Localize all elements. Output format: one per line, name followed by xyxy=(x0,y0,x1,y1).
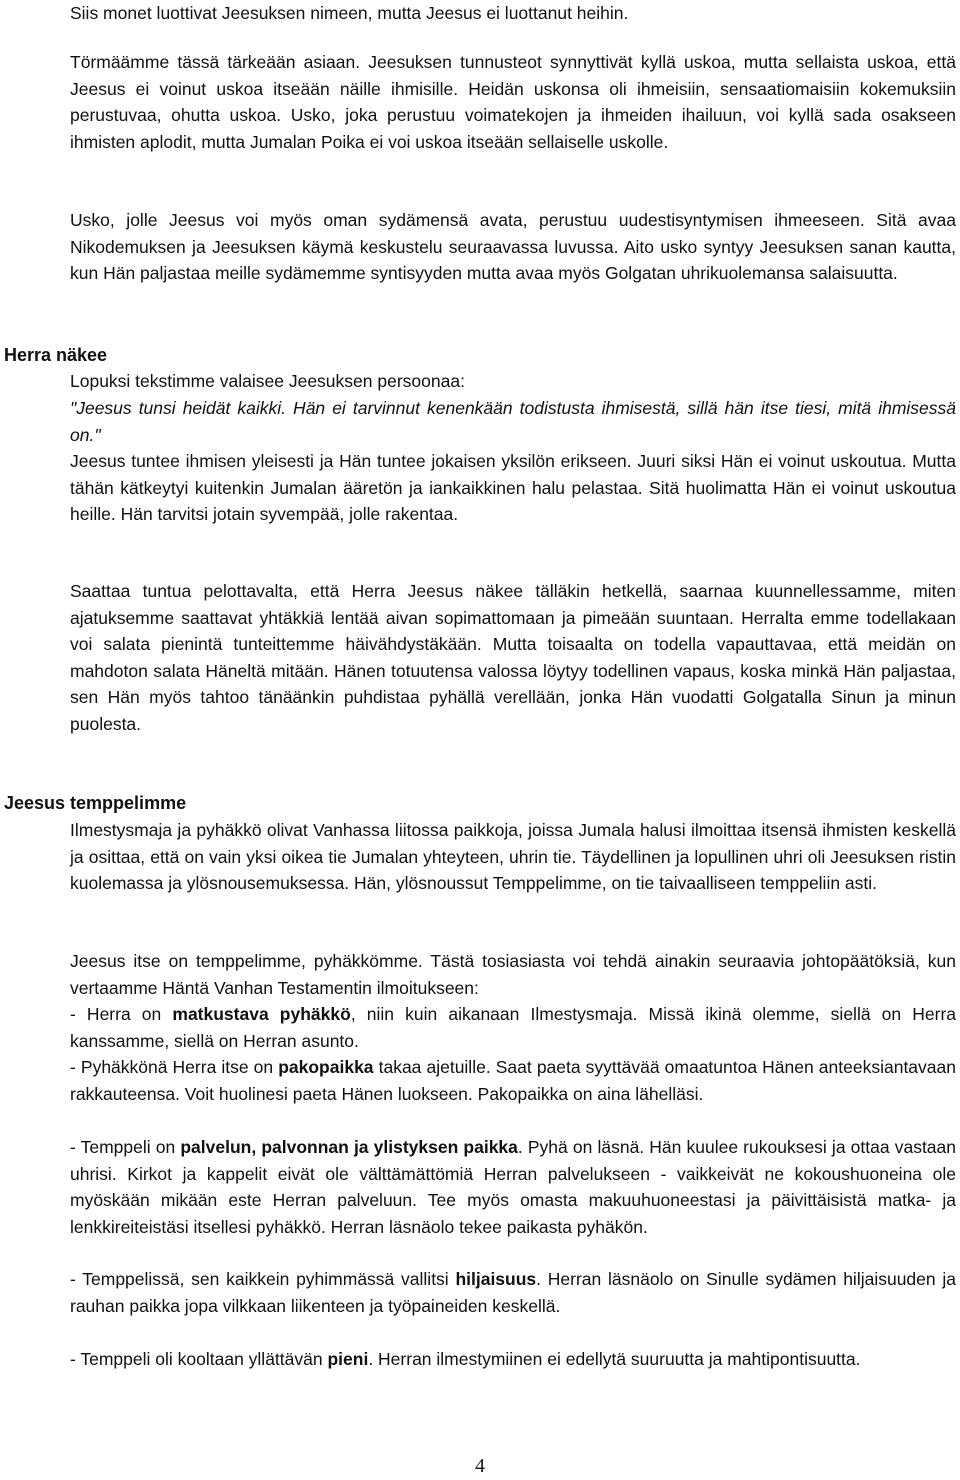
list-item-emphasis: pakopaikka xyxy=(278,1057,374,1077)
list-item-emphasis: hiljaisuus xyxy=(455,1269,537,1289)
section-heading-jeesus-temppelimme: Jeesus temppelimme xyxy=(4,793,187,813)
list-item-text: . Herran läsnäolo on Sinulle sydämen hiljaisuuden ja rauhan paikka jopa vilkkaan liikenteen ja työpaineiden keskellä. xyxy=(70,1269,956,1316)
paragraph-2: Törmäämme tässä tärkeään asiaan. Jeesuksen tunnusteot synnyttivät kyllä uskoa, mutta sellaista uskoa, että Jeesus ei voinut uskoa itseään näille ihmisille. Heidän uskonsa oli ihmeisiin, sensaatiomaisiin kokemuksiin perustuvaa, ohutta uskoa. Usko, joka perustuu voimatekojen ja ihmeiden ihailuun, voi kyllä sada osakseen ihmisten aplodit, mutta Jumalan Poika ei voi uskoa itseään sellaiselle uskolle. xyxy=(70,52,956,152)
list-item-text: - Temppeli oli kooltaan yllättävän xyxy=(70,1349,328,1369)
list-item-pieni xyxy=(70,1346,956,1373)
list-item-text: . Pyhä on läsnä. Hän kuulee rukouksesi ja ottaa vastaan uhrisi. Kirkot ja kappelit eivät ole välttämättömiä Herran palvelukseen - vaikkeivät ne kokoushuoneina ole myöskään mikään este Herran palveluun. Tee myös omasta makuuhuoneestasi ja päivittäisistä matka- ja lenkkireiteistäsi itsellesi pyhäkkö. Herran läsnäolo tekee paikasta pyhäkön. xyxy=(70,1137,956,1237)
list-item-text: , niin kuin aikanaan Ilmestysmaja. Missä ikinä olemme, siellä on Herra kanssamme, siellä on Herran asunto. xyxy=(70,1004,957,1051)
page-number: 4 xyxy=(475,1455,485,1477)
paragraph-4: Lopuksi tekstimme valaisee Jeesuksen persoonaa: xyxy=(70,371,465,391)
paragraph-7: Ilmestysmaja ja pyhäkkö olivat Vanhassa liitossa paikkoja, joissa Jumala halusi ilmoittaa itsensä ihmisten keskellä ja osittaa, että on vain yksi oikea tie Jumalan yhteyteen, uhrin tie. Täydellinen ja lopullinen uhri oli Jeesuksen ristin kuolemassa ja ylösnousemuksessa. Hän, ylösnoussut Temppelimme, on tie taivaalliseen temppeliin asti. xyxy=(70,820,956,893)
paragraph-5: Jeesus tuntee ihmisen yleisesti ja Hän tuntee jokaisen yksilön erikseen. Juuri siksi Hän ei voinut uskoutua. Mutta tähän kätkeytyi kuitenkin Jumalan ääretön ja iankaikkinen halu pelastaa. Sitä huolimatta Hän ei voinut uskoutua heille. Hän tarvitsi jotain syvempää, jolle rakentaa. xyxy=(70,451,956,524)
list-item-palvelun-paikka xyxy=(70,1134,956,1240)
list-item-text: - Pyhäkkönä Herra itse on xyxy=(70,1057,279,1077)
paragraph-1: Siis monet luottivat Jeesuksen nimeen, mutta Jeesus ei luottanut heihin. xyxy=(70,3,629,23)
list-item-pakopaikka xyxy=(70,1054,956,1107)
list-item-emphasis: matkustava pyhäkkö xyxy=(172,1004,351,1024)
list-item-emphasis: palvelun, palvonnan ja ylistyksen paikka xyxy=(180,1137,518,1157)
paragraph-3: Usko, jolle Jeesus voi myös oman sydämensä avata, perustuu uudestisyntymisen ihmeeseen. Sitä avaa Nikodemuksen ja Jeesuksen käymä keskustelu seuraavassa luvussa. Aito usko syntyy Jeesuksen sanan kautta, kun Hän paljastaa meille sydämemme syntisyyden mutta avaa myös Golgatan uhrikuolemansa salaisuutta. xyxy=(70,210,956,283)
list-item-hiljaisuus xyxy=(70,1266,956,1319)
list-item-text: takaa ajetuille. Saat paeta syyttävää omaatuntoa Hänen anteeksiantavaan rakkauteensa. Voit huolinesi paeta Hänen luokseen. Pakopaikka on aina lähelläsi. xyxy=(70,1057,956,1104)
list-item-text: - Temppeli on xyxy=(70,1137,181,1157)
list-item-text: - Temppelissä, sen kaikkein pyhimmässä vallitsi xyxy=(70,1269,456,1289)
paragraph-8: Jeesus itse on temppelimme, pyhäkkömme. Tästä tosiasiasta voi tehdä ainakin seuraavia johtopäätöksiä, kun vertaamme Häntä Vanhan Testamentin ilmoitukseen: xyxy=(70,951,956,998)
paragraph-6: Saattaa tuntua pelottavalta, että Herra Jeesus näkee tälläkin hetkellä, saarnaa kuunnellessamme, miten ajatuksemme saattavat yhtäkkiä lentää aivan sopimattomaan ja pimeään suuntaan. Herralta emme todellakaan voi salata pienintä tunteittemme häivähdystäkään. Mutta toisaalta on todella vapauttavaa, että meidän on mahdoton salata Häneltä mitään. Hänen totuutensa valossa löytyy todellinen vapaus, koska minkä Hän paljastaa, sen Hän myös tahtoo tänäänkin puhdistaa pyhällä verellään, jonka Hän vuodatti Golgatalla Sinun ja minun puolesta. xyxy=(70,581,956,734)
list-item-text: . Herran ilmestymiinen ei edellytä suuruutta ja mahtipontisuutta. xyxy=(368,1349,861,1369)
bible-quote: "Jeesus tunsi heidät kaikki. Hän ei tarvinnut kenenkään todistusta ihmisestä, sillä hän itse tiesi, mitä ihmisessä on." xyxy=(70,398,956,445)
list-item-matkustava-pyhakko xyxy=(70,1001,956,1054)
list-item-text: - Herra on xyxy=(70,1004,173,1024)
list-item-emphasis: pieni xyxy=(327,1349,369,1369)
section-heading-herra-nakee: Herra näkee xyxy=(4,345,108,365)
